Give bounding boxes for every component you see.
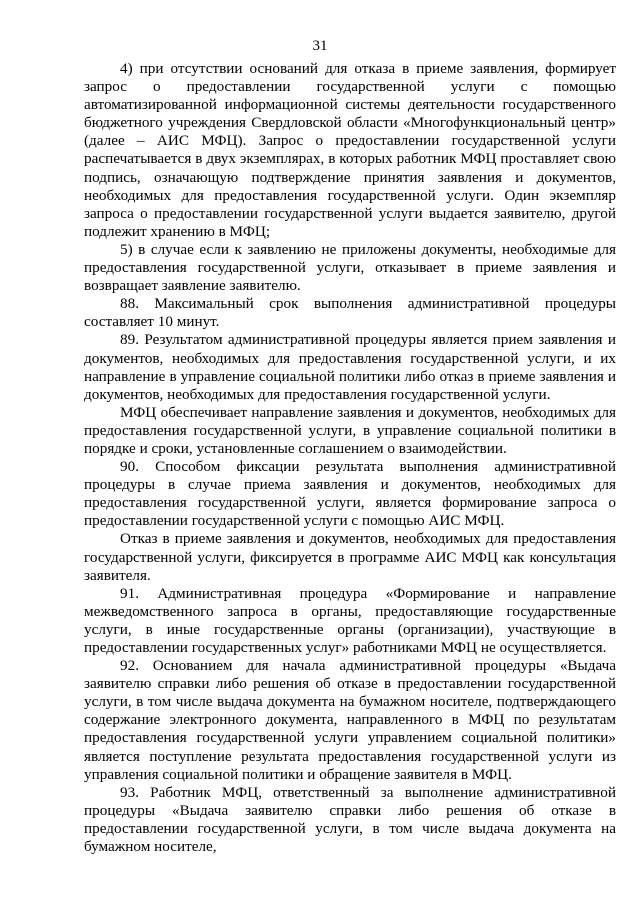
document-body: [84, 60, 616, 856]
paragraph-93: 93. Работник МФЦ, ответственный за выполнение административной процедуры «Выдача заявителю справки либо решения об отказе в предоставлении государственной услуги, в том числе выдача документа на бумажном носителе,: [84, 783, 616, 856]
paragraph-mfc-transfer: МФЦ обеспечивает направление заявления и документов, необходимых для предоставления государственной услуги, в управление социальной политики в порядке и сроки, установленные соглашением о взаимодействии.: [84, 403, 616, 457]
paragraph-item-4: 4) при отсутствии оснований для отказа в приеме заявления, формирует запрос о предоставлении государственной услуги с помощью автоматизированной информационной системы деятельности государственного бюджетного учреждения Свердловской области «Многофункциональный центр» (далее – АИС МФЦ). Запрос о предоставлении государственной услуги распечатывается в двух экземплярах, в которых работник МФЦ проставляет свою подпись, означающую подтверждение принятия заявления и документов, необходимых для предоставления государственной услуги. Один экземпляр запроса о предоставлении государственной услуги выдается заявителю, другой подлежит хранению в МФЦ;: [84, 60, 616, 240]
paragraph-item-5: 5) в случае если к заявлению не приложены документы, необходимые для предоставления государственной услуги, отказывает в приеме заявления и возвращает заявление заявителю.: [84, 240, 616, 295]
paragraph-91: 91. Административная процедура «Формирование и направление межведомственного запроса в органы, предоставляющие государственные услуги, в иные государственные органы (организации), участвующие в предоставлении государственных услуг» работниками МФЦ не осуществляется.: [84, 584, 616, 656]
paragraph-89: 89. Результатом административной процедуры является прием заявления и документов, необходимых для предоставления государственной услуги, и их направление в управление социальной политики либо отказ в приеме заявления и документов, необходимых для предоставления государственной услуги.: [84, 331, 616, 403]
paragraph-92: 92. Основанием для начала административной процедуры «Выдача заявителю справки либо решения об отказе в предоставлении государственной услуги, в том числе выдача документа на бумажном носителе, подтверждающего содержание электронного документа, направленного в МФЦ по результатам предоставления государственной услуги управлением социальной политики» является поступление результата предоставления государственной услуги из управления социальной политики и обращение заявителя в МФЦ.: [84, 657, 616, 783]
paragraph-refusal-record: Отказ в приеме заявления и документов, необходимых для предоставления государственной услуги, фиксируется в программе АИС МФЦ как консультация заявителя.: [84, 530, 616, 584]
paragraph-90: 90. Способом фиксации результата выполнения административной процедуры в случае приема заявления и документов, необходимых для предоставления государственной услуги, является формирование запроса о предоставлении государственной услуги с помощью АИС МФЦ.: [84, 458, 616, 530]
paragraph-88: 88. Максимальный срок выполнения административной процедуры составляет 10 минут.: [84, 295, 616, 331]
page-number: 31: [312, 38, 328, 54]
